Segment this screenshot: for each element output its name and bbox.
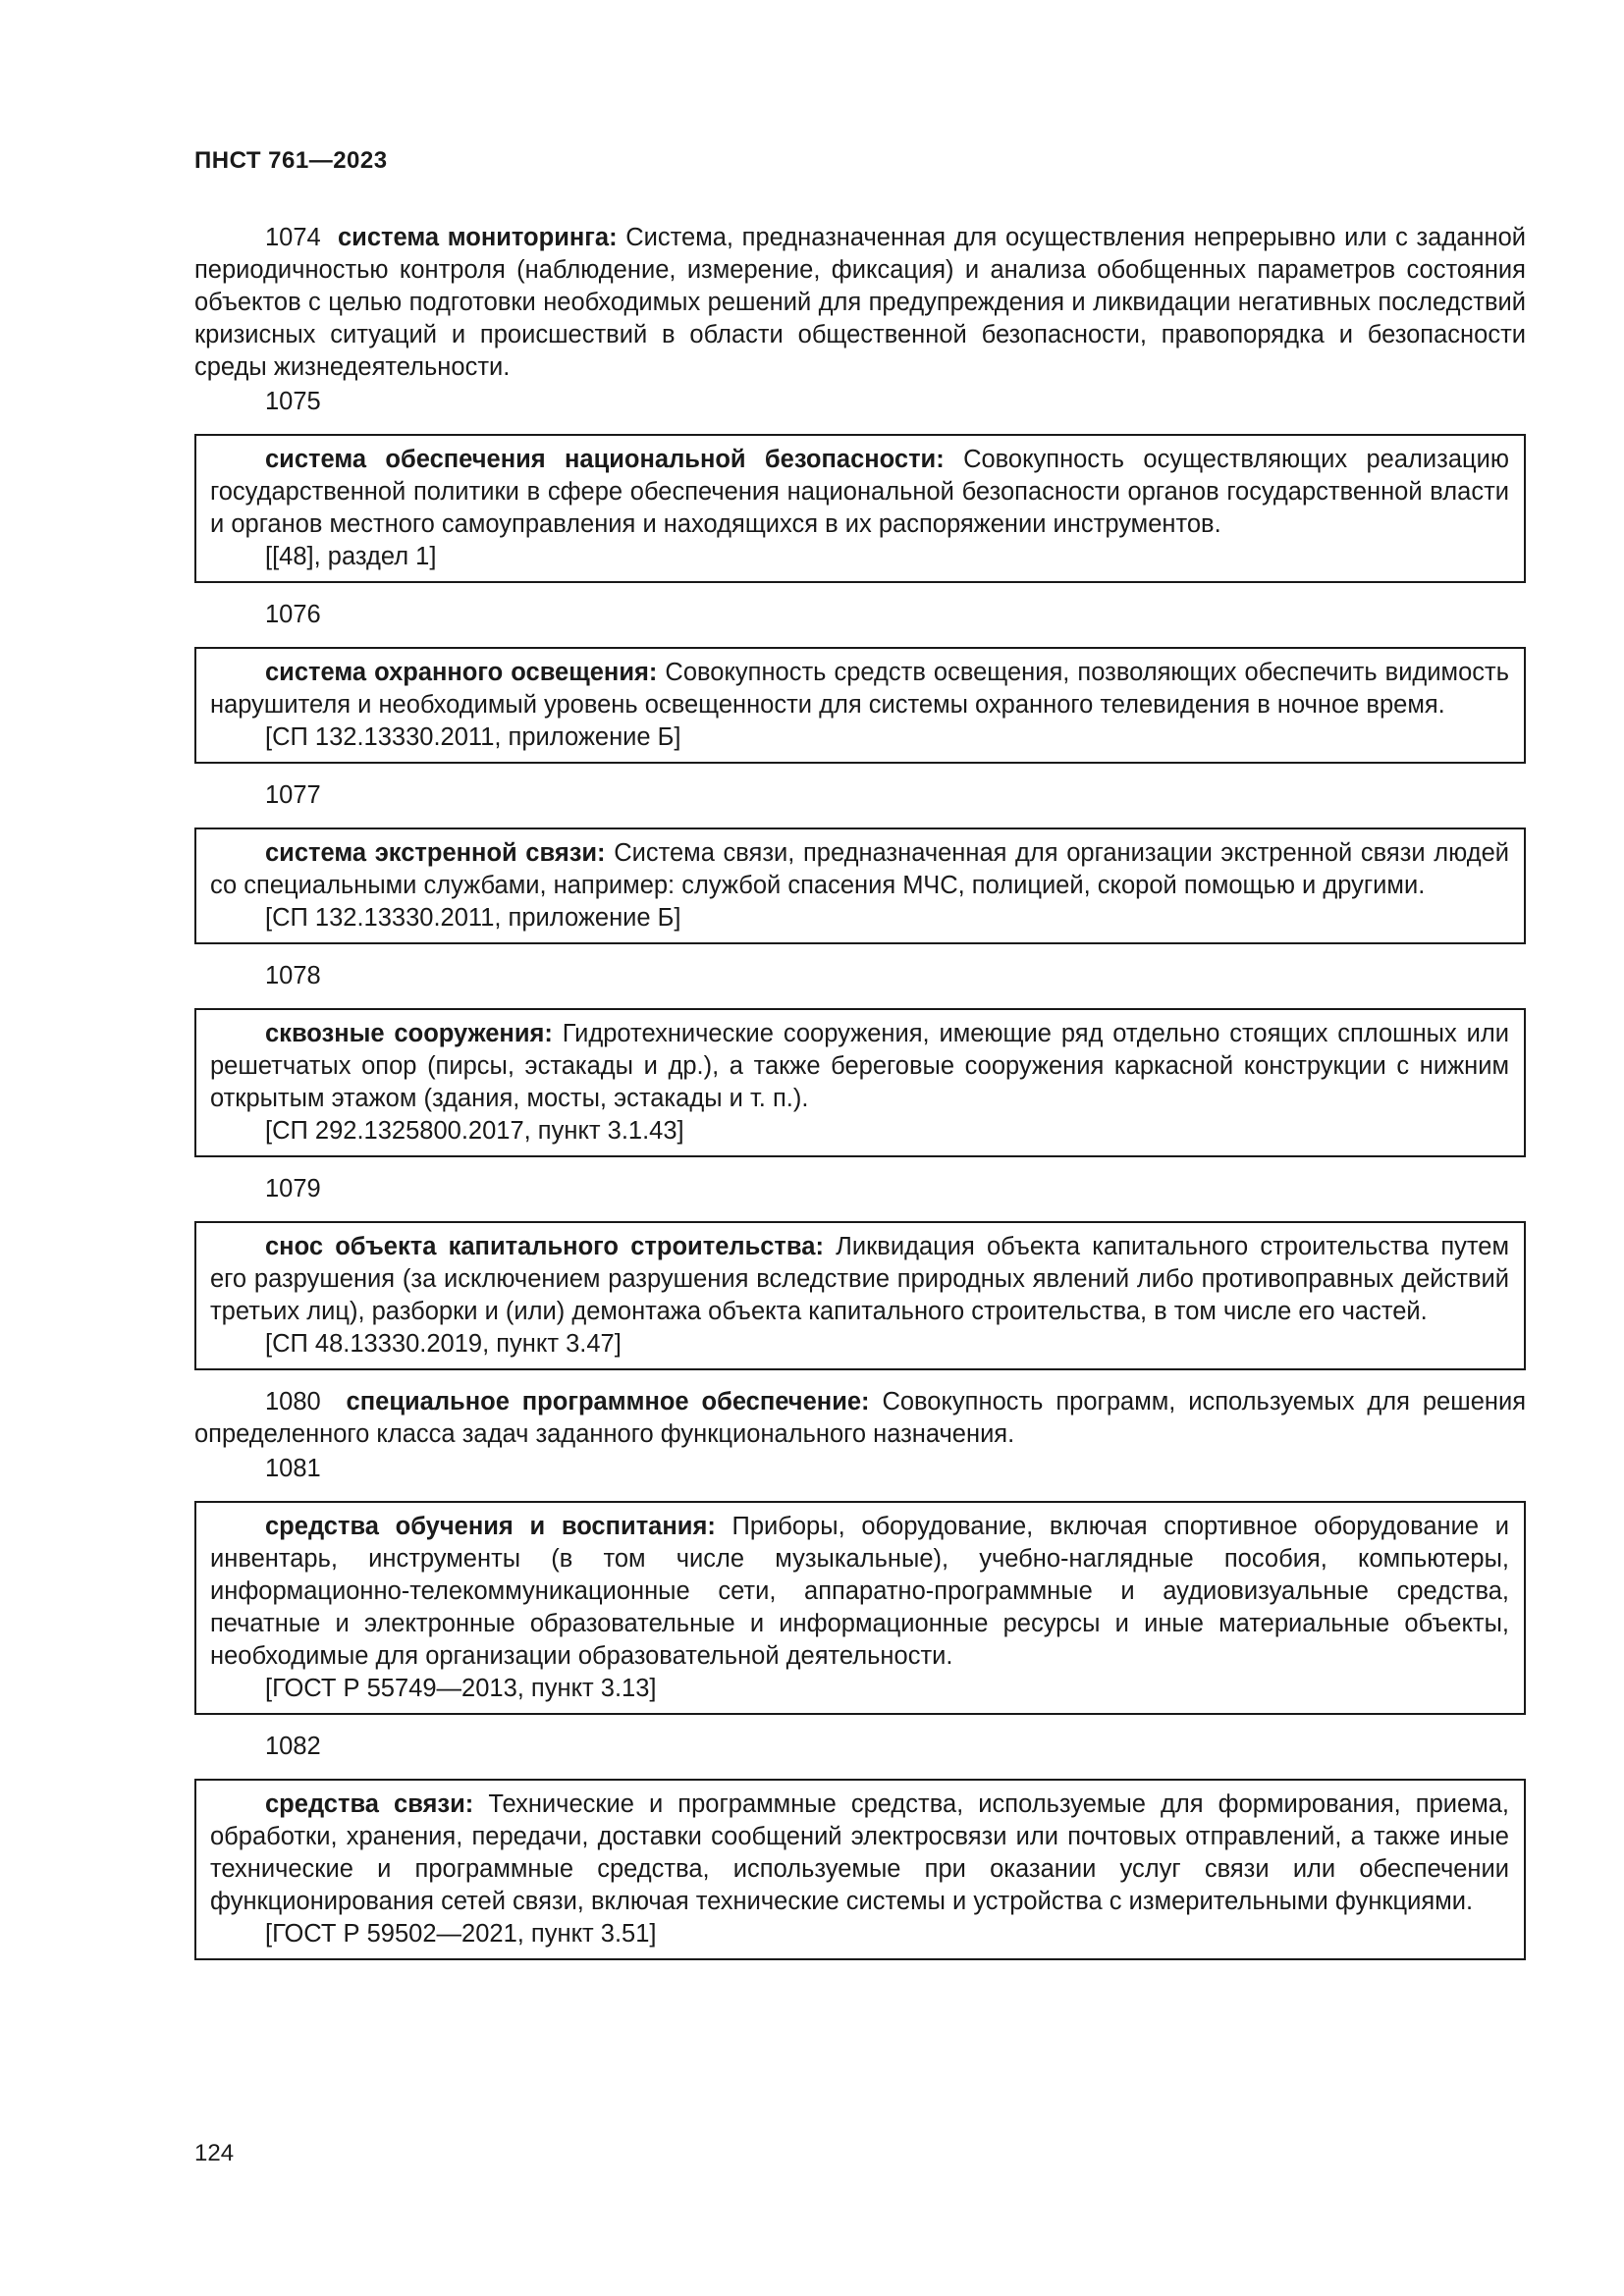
- entry-number-1079: 1079: [265, 1175, 321, 1202]
- entry-box-1075: [194, 434, 1526, 583]
- entry-text: [210, 444, 1509, 541]
- entry-text: [210, 1231, 1509, 1328]
- entry-text: [210, 657, 1509, 721]
- entry-number-1081: 1081: [265, 1455, 321, 1482]
- entry-box-1078: [194, 1008, 1526, 1157]
- entry-number-1075: 1075: [265, 388, 321, 415]
- entry-number-1082: 1082: [265, 1733, 321, 1760]
- entry-source: [СП 132.13330.2011, приложение Б]: [265, 723, 681, 751]
- entry-definition: Гидротехнические сооружения, имеющие ряд отдельно стоящих сплошных или решетчатых опор (пирсы, эстакады и др.), а также береговые сооружения каркасной конструкции с нижним открытым этажом (здания, мосты, эстакады и т. п.).: [210, 1020, 1509, 1112]
- entry-definition: Технические и программные средства, используемые для формирования, приема, обработки, хранения, передачи, доставки сообщений электросвязи или почтовых отправлений, а также иные технические и программные средства, используемые при оказании услуг связи или обеспечении функционирования сетей связи, включая технические системы и устройства с измерительными функциями.: [210, 1790, 1510, 1915]
- entry-box-1077: [194, 828, 1526, 944]
- entry-term: система экстренной связи:: [265, 839, 606, 867]
- entry-text: [210, 1018, 1509, 1115]
- entry-number: 1080: [265, 1388, 321, 1415]
- entry-term: система охранного освещения:: [265, 659, 658, 686]
- entry-source: [ГОСТ Р 59502—2021, пункт 3.51]: [265, 1920, 657, 1948]
- entry-text: [210, 837, 1509, 902]
- entry-term: система мониторинга:: [338, 224, 618, 251]
- entry-definition: Ликвидация объекта капитального строительства путем его разрушения (за исключением разрушения вследствие природных явлений либо противоправных действий третьих лиц), разборки и (или) демонтажа объекта капитального строительства, в том числе его частей.: [210, 1233, 1509, 1325]
- entry-source: [СП 132.13330.2011, приложение Б]: [265, 904, 681, 932]
- page-number: 124: [194, 2140, 235, 2166]
- entry-source: [СП 48.13330.2019, пункт 3.47]: [265, 1330, 622, 1358]
- entry-definition: Совокупность программ, используемых для решения определенного класса задач заданного функционального назначения.: [194, 1388, 1527, 1448]
- terms-list: [194, 222, 1526, 1976]
- entry-term: средства обучения и воспитания:: [265, 1513, 716, 1540]
- entry-number-1078: 1078: [265, 962, 321, 989]
- entry-box-1082: [194, 1779, 1526, 1960]
- entry-box-1081: [194, 1501, 1526, 1715]
- entry-term: система обеспечения национальной безопасности:: [265, 446, 945, 473]
- entry-definition: Совокупность средств освещения, позволяющих обеспечить видимость нарушителя и необходимый уровень освещенности для системы охранного телевидения в ночное время.: [210, 659, 1509, 719]
- entry-term: сквозные сооружения:: [265, 1020, 553, 1047]
- entry-source: [ГОСТ Р 55749—2013, пункт 3.13]: [265, 1675, 657, 1702]
- entry-box-1079: [194, 1221, 1526, 1370]
- entry-1080: [194, 1386, 1526, 1451]
- entry-term: снос объекта капитального строительства:: [265, 1233, 824, 1260]
- entry-definition: Система, предназначенная для осуществления непрерывно или с заданной периодичностью контроля (наблюдение, измерение, фиксация) и анализа обобщенных параметров состояния объектов с целью подготовки необходимых решений для предупреждения и ликвидации негативных последствий кризисных ситуаций и происшествий в области общественной безопасности, правопорядка и безопасности среды жизнедеятельности.: [194, 224, 1526, 381]
- entry-term: специальное программное обеспечение:: [346, 1388, 870, 1415]
- document-id: ПНСТ 761—2023: [194, 147, 388, 174]
- entry-definition: Приборы, оборудование, включая спортивное оборудование и инвентарь, инструменты (в том числе музыкальные), учебно-наглядные пособия, компьютеры, информационно-телекоммуникационные сети, аппаратно-программные и аудиовизуальные средства, печатные и электронные образовательные и информационные ресурсы и иные материальные объекты, необходимые для организации образовательной деятельности.: [210, 1513, 1509, 1670]
- entry-term: средства связи:: [265, 1790, 474, 1818]
- entry-number-1076: 1076: [265, 601, 321, 628]
- entry-definition: Система связи, предназначенная для организации экстренной связи людей со специальными службами, например: службой спасения МЧС, полицией, скорой помощью и другими.: [210, 839, 1509, 899]
- entry-1074: [194, 222, 1526, 384]
- entry-number-1077: 1077: [265, 781, 321, 809]
- entry-source: [[48], раздел 1]: [265, 543, 437, 570]
- entry-definition: Совокупность осуществляющих реализацию государственной политики в сфере обеспечения национальной безопасности органов государственной власти и органов местного самоуправления и находящихся в их распоряжении инструментов.: [210, 446, 1509, 538]
- entry-source: [СП 292.1325800.2017, пункт 3.1.43]: [265, 1117, 684, 1145]
- entry-text: [210, 1789, 1509, 1918]
- entry-text: [210, 1511, 1509, 1673]
- entry-number: 1074: [265, 224, 321, 251]
- entry-box-1076: [194, 647, 1526, 764]
